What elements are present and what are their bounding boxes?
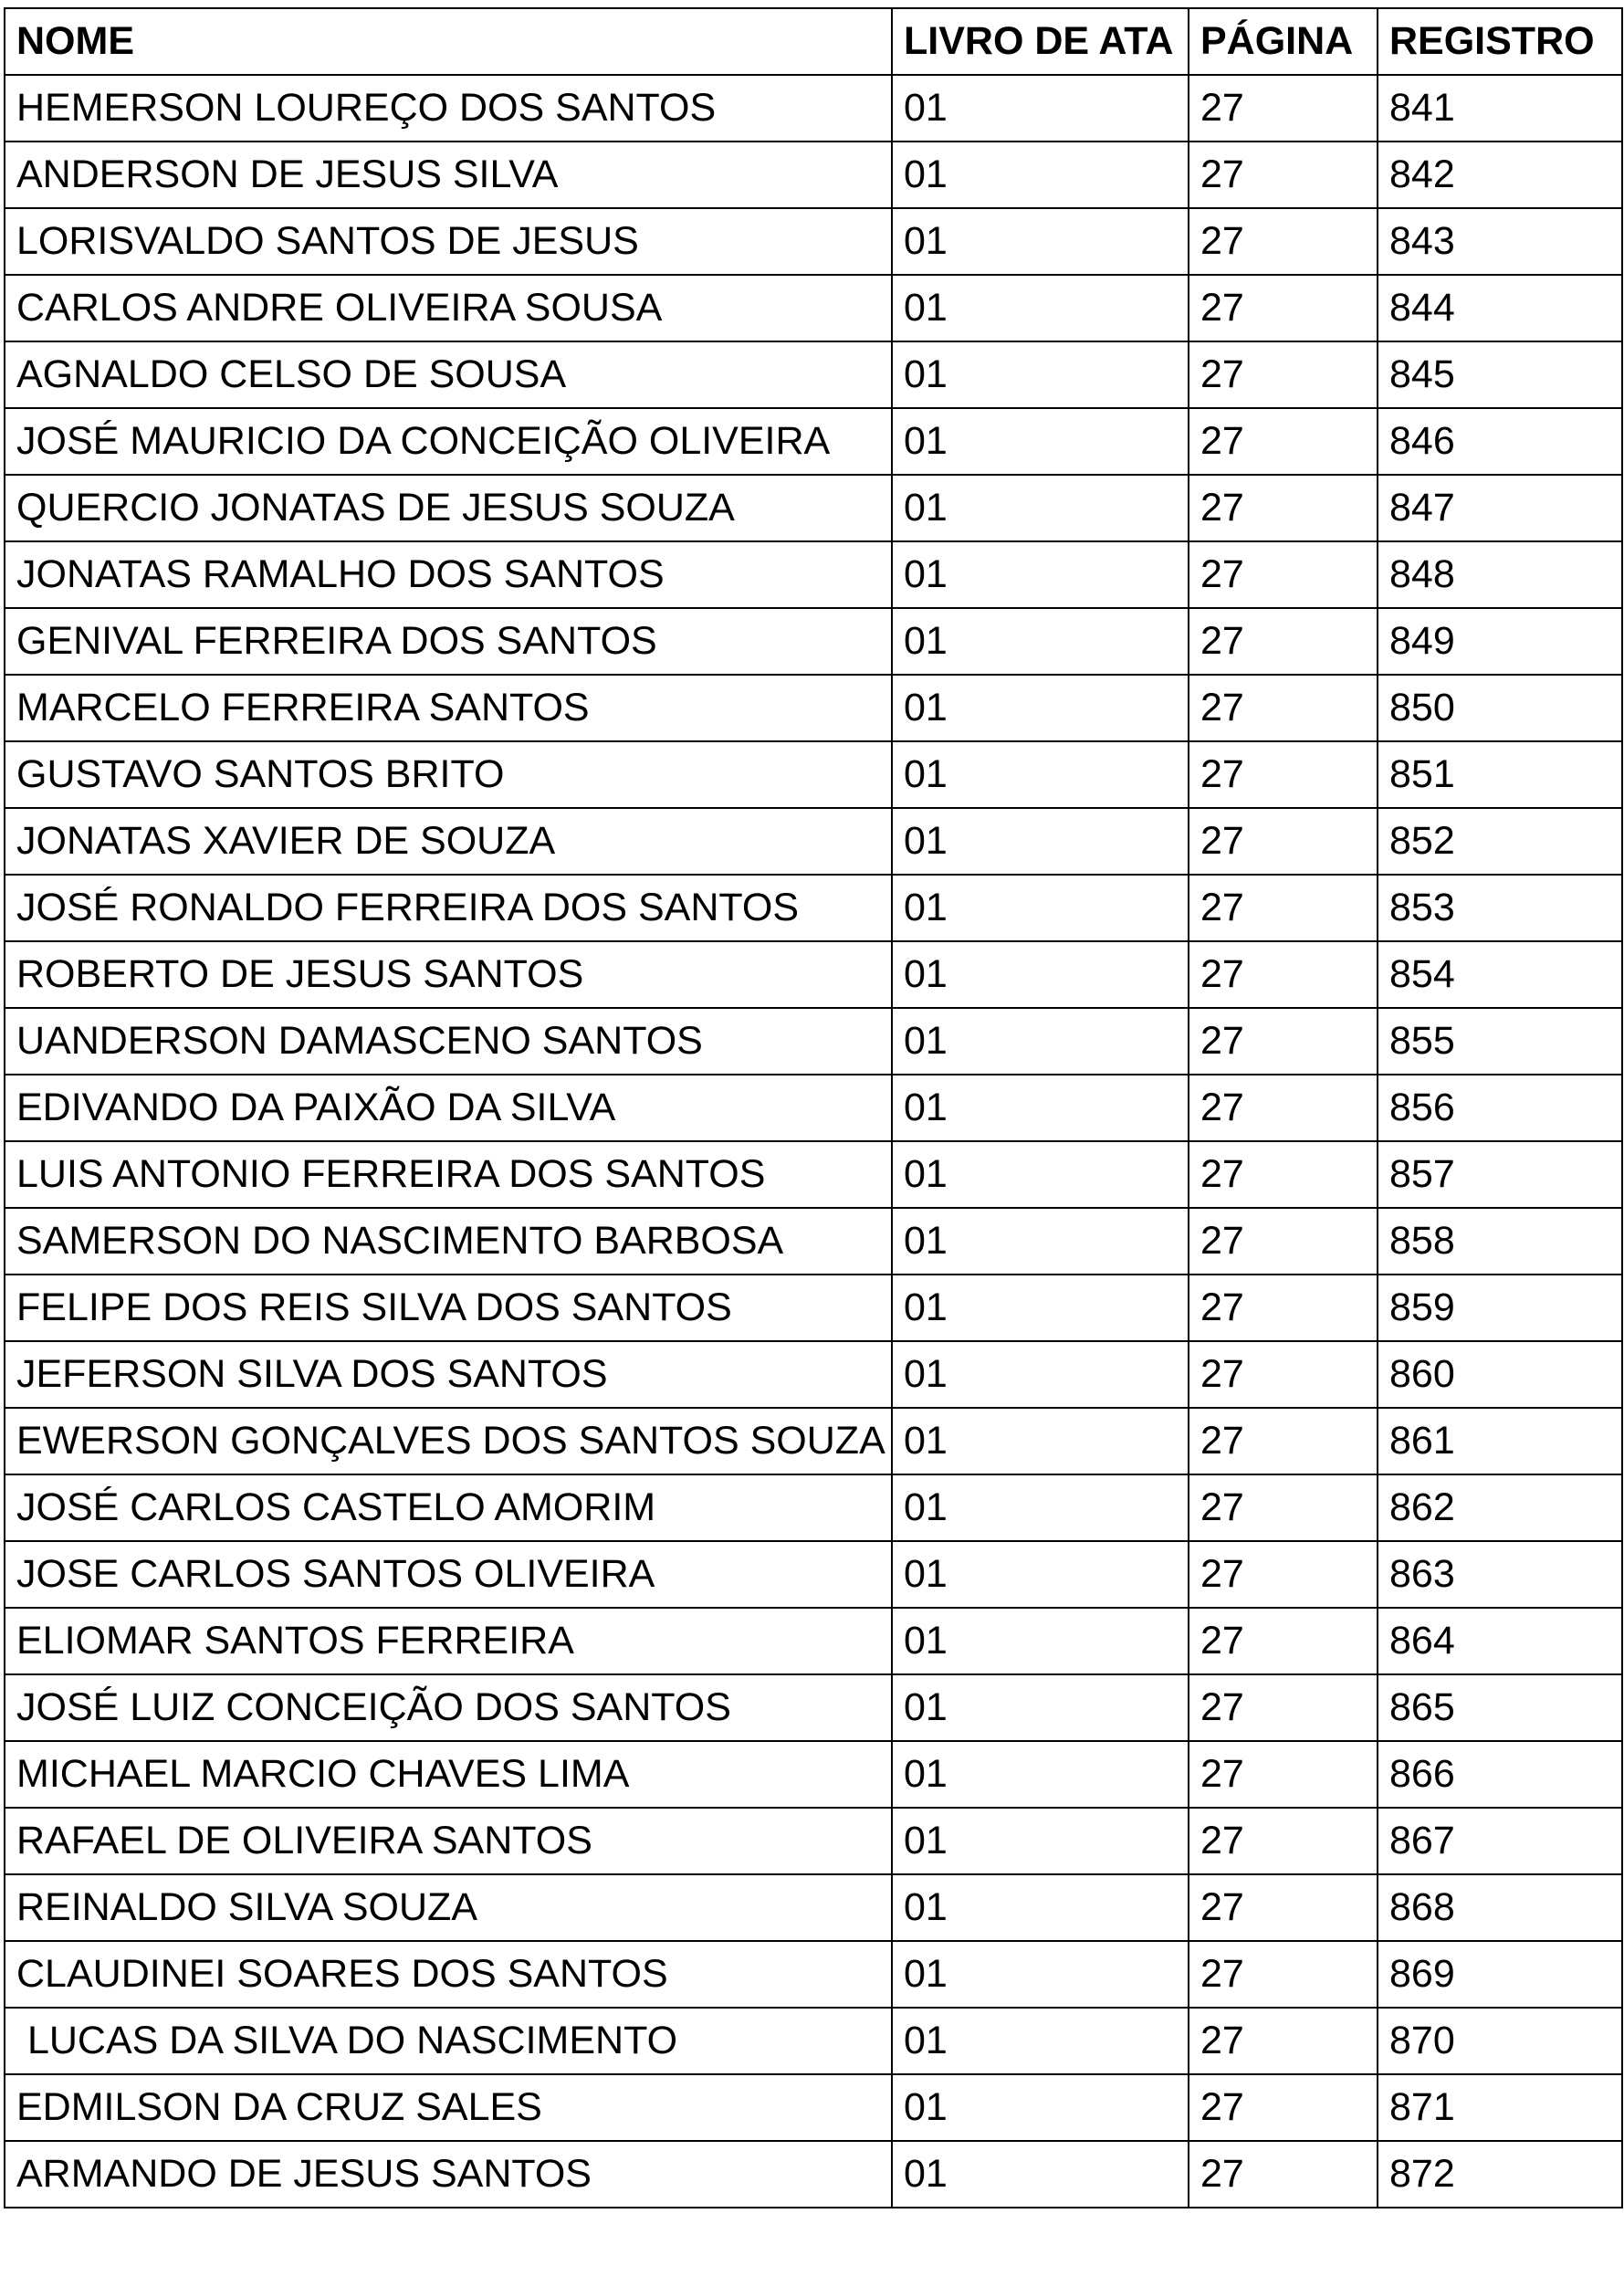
table-row bbox=[5, 875, 1622, 941]
cell-page: 27 bbox=[1189, 475, 1378, 541]
cell-name: QUERCIO JONATAS DE JESUS SOUZA bbox=[5, 475, 892, 541]
cell-page: 27 bbox=[1189, 875, 1378, 941]
cell-book: 01 bbox=[892, 2008, 1189, 2074]
table-row bbox=[5, 1075, 1622, 1141]
cell-book: 01 bbox=[892, 1674, 1189, 1741]
cell-registry: 843 bbox=[1378, 208, 1622, 275]
cell-book: 01 bbox=[892, 2141, 1189, 2208]
cell-book: 01 bbox=[892, 1075, 1189, 1141]
cell-page: 27 bbox=[1189, 1275, 1378, 1341]
cell-page: 27 bbox=[1189, 941, 1378, 1008]
cell-name: REINALDO SILVA SOUZA bbox=[5, 1874, 892, 1941]
cell-page: 27 bbox=[1189, 1674, 1378, 1741]
table-row bbox=[5, 75, 1622, 142]
cell-registry: 851 bbox=[1378, 741, 1622, 808]
cell-book: 01 bbox=[892, 475, 1189, 541]
table-row bbox=[5, 1674, 1622, 1741]
cell-book: 01 bbox=[892, 675, 1189, 741]
cell-book: 01 bbox=[892, 75, 1189, 142]
cell-registry: 872 bbox=[1378, 2141, 1622, 2208]
cell-registry: 855 bbox=[1378, 1008, 1622, 1075]
cell-book: 01 bbox=[892, 741, 1189, 808]
cell-page: 27 bbox=[1189, 1741, 1378, 1808]
table-row bbox=[5, 2074, 1622, 2141]
cell-registry: 842 bbox=[1378, 142, 1622, 208]
table-row bbox=[5, 2141, 1622, 2208]
cell-registry: 868 bbox=[1378, 1874, 1622, 1941]
cell-page: 27 bbox=[1189, 808, 1378, 875]
cell-registry: 870 bbox=[1378, 2008, 1622, 2074]
cell-book: 01 bbox=[892, 808, 1189, 875]
header-page: PÁGINA bbox=[1189, 8, 1378, 75]
cell-page: 27 bbox=[1189, 341, 1378, 408]
table-row bbox=[5, 275, 1622, 341]
cell-book: 01 bbox=[892, 208, 1189, 275]
cell-name: JOSÉ MAURICIO DA CONCEIÇÃO OLIVEIRA bbox=[5, 408, 892, 475]
cell-registry: 863 bbox=[1378, 1541, 1622, 1608]
cell-page: 27 bbox=[1189, 1474, 1378, 1541]
cell-registry: 846 bbox=[1378, 408, 1622, 475]
table-row bbox=[5, 1741, 1622, 1808]
cell-registry: 861 bbox=[1378, 1408, 1622, 1474]
cell-page: 27 bbox=[1189, 741, 1378, 808]
cell-registry: 864 bbox=[1378, 1608, 1622, 1674]
cell-page: 27 bbox=[1189, 1541, 1378, 1608]
table-row bbox=[5, 1275, 1622, 1341]
cell-book: 01 bbox=[892, 341, 1189, 408]
table-row bbox=[5, 475, 1622, 541]
table-row bbox=[5, 1141, 1622, 1208]
cell-name: GUSTAVO SANTOS BRITO bbox=[5, 741, 892, 808]
cell-book: 01 bbox=[892, 142, 1189, 208]
cell-page: 27 bbox=[1189, 1008, 1378, 1075]
cell-book: 01 bbox=[892, 1874, 1189, 1941]
cell-registry: 858 bbox=[1378, 1208, 1622, 1275]
cell-book: 01 bbox=[892, 2074, 1189, 2141]
cell-registry: 869 bbox=[1378, 1941, 1622, 2008]
cell-registry: 856 bbox=[1378, 1075, 1622, 1141]
table-header bbox=[5, 8, 1622, 75]
cell-name: JONATAS RAMALHO DOS SANTOS bbox=[5, 541, 892, 608]
table-row bbox=[5, 941, 1622, 1008]
cell-page: 27 bbox=[1189, 541, 1378, 608]
header-book: LIVRO DE ATA bbox=[892, 8, 1189, 75]
cell-page: 27 bbox=[1189, 675, 1378, 741]
table-row bbox=[5, 341, 1622, 408]
cell-book: 01 bbox=[892, 1408, 1189, 1474]
cell-name: CARLOS ANDRE OLIVEIRA SOUSA bbox=[5, 275, 892, 341]
table-row bbox=[5, 1874, 1622, 1941]
cell-name: UANDERSON DAMASCENO SANTOS bbox=[5, 1008, 892, 1075]
cell-name: RAFAEL DE OLIVEIRA SANTOS bbox=[5, 1808, 892, 1874]
cell-name: EDMILSON DA CRUZ SALES bbox=[5, 2074, 892, 2141]
cell-name: ELIOMAR SANTOS FERREIRA bbox=[5, 1608, 892, 1674]
cell-name: HEMERSON LOUREÇO DOS SANTOS bbox=[5, 75, 892, 142]
cell-registry: 860 bbox=[1378, 1341, 1622, 1408]
table-row bbox=[5, 741, 1622, 808]
table-row bbox=[5, 608, 1622, 675]
table-row bbox=[5, 1008, 1622, 1075]
cell-page: 27 bbox=[1189, 408, 1378, 475]
table-row bbox=[5, 1474, 1622, 1541]
table-body bbox=[5, 75, 1622, 2208]
cell-registry: 859 bbox=[1378, 1275, 1622, 1341]
table-row bbox=[5, 1541, 1622, 1608]
cell-name: JOSÉ CARLOS CASTELO AMORIM bbox=[5, 1474, 892, 1541]
cell-registry: 857 bbox=[1378, 1141, 1622, 1208]
cell-name: JOSE CARLOS SANTOS OLIVEIRA bbox=[5, 1541, 892, 1608]
cell-name: GENIVAL FERREIRA DOS SANTOS bbox=[5, 608, 892, 675]
header-row bbox=[5, 8, 1622, 75]
table-row bbox=[5, 1608, 1622, 1674]
table-row bbox=[5, 1941, 1622, 2008]
cell-page: 27 bbox=[1189, 1808, 1378, 1874]
cell-page: 27 bbox=[1189, 608, 1378, 675]
cell-page: 27 bbox=[1189, 1341, 1378, 1408]
registry-table bbox=[4, 7, 1623, 2208]
cell-name: MICHAEL MARCIO CHAVES LIMA bbox=[5, 1741, 892, 1808]
cell-book: 01 bbox=[892, 1008, 1189, 1075]
header-registry: REGISTRO bbox=[1378, 8, 1622, 75]
cell-name: CLAUDINEI SOARES DOS SANTOS bbox=[5, 1941, 892, 2008]
cell-book: 01 bbox=[892, 1741, 1189, 1808]
cell-book: 01 bbox=[892, 408, 1189, 475]
table-row bbox=[5, 1408, 1622, 1474]
cell-registry: 866 bbox=[1378, 1741, 1622, 1808]
table-row bbox=[5, 2008, 1622, 2074]
document-page bbox=[4, 7, 1621, 2208]
cell-page: 27 bbox=[1189, 1941, 1378, 2008]
cell-name: EWERSON GONÇALVES DOS SANTOS SOUZA bbox=[5, 1408, 892, 1474]
cell-registry: 850 bbox=[1378, 675, 1622, 741]
cell-registry: 852 bbox=[1378, 808, 1622, 875]
cell-registry: 844 bbox=[1378, 275, 1622, 341]
cell-page: 27 bbox=[1189, 75, 1378, 142]
cell-page: 27 bbox=[1189, 2074, 1378, 2141]
cell-page: 27 bbox=[1189, 142, 1378, 208]
cell-name: EDIVANDO DA PAIXÃO DA SILVA bbox=[5, 1075, 892, 1141]
cell-book: 01 bbox=[892, 541, 1189, 608]
cell-name: LUIS ANTONIO FERREIRA DOS SANTOS bbox=[5, 1141, 892, 1208]
cell-name: JOSÉ RONALDO FERREIRA DOS SANTOS bbox=[5, 875, 892, 941]
cell-book: 01 bbox=[892, 1808, 1189, 1874]
table-row bbox=[5, 808, 1622, 875]
cell-registry: 854 bbox=[1378, 941, 1622, 1008]
cell-registry: 845 bbox=[1378, 341, 1622, 408]
cell-book: 01 bbox=[892, 275, 1189, 341]
cell-name: FELIPE DOS REIS SILVA DOS SANTOS bbox=[5, 1275, 892, 1341]
cell-page: 27 bbox=[1189, 1075, 1378, 1141]
cell-name: ARMANDO DE JESUS SANTOS bbox=[5, 2141, 892, 2208]
cell-book: 01 bbox=[892, 608, 1189, 675]
cell-book: 01 bbox=[892, 1941, 1189, 2008]
table-row bbox=[5, 208, 1622, 275]
cell-book: 01 bbox=[892, 1541, 1189, 1608]
cell-book: 01 bbox=[892, 875, 1189, 941]
cell-book: 01 bbox=[892, 1275, 1189, 1341]
cell-book: 01 bbox=[892, 1141, 1189, 1208]
cell-page: 27 bbox=[1189, 1141, 1378, 1208]
cell-registry: 867 bbox=[1378, 1808, 1622, 1874]
cell-page: 27 bbox=[1189, 208, 1378, 275]
table-row bbox=[5, 541, 1622, 608]
cell-page: 27 bbox=[1189, 1208, 1378, 1275]
cell-name: ROBERTO DE JESUS SANTOS bbox=[5, 941, 892, 1008]
cell-book: 01 bbox=[892, 1208, 1189, 1275]
cell-registry: 862 bbox=[1378, 1474, 1622, 1541]
cell-registry: 865 bbox=[1378, 1674, 1622, 1741]
cell-registry: 848 bbox=[1378, 541, 1622, 608]
cell-book: 01 bbox=[892, 1341, 1189, 1408]
cell-registry: 853 bbox=[1378, 875, 1622, 941]
cell-page: 27 bbox=[1189, 2141, 1378, 2208]
cell-name: LORISVALDO SANTOS DE JESUS bbox=[5, 208, 892, 275]
table-row bbox=[5, 408, 1622, 475]
header-name: NOME bbox=[5, 8, 892, 75]
cell-name: JONATAS XAVIER DE SOUZA bbox=[5, 808, 892, 875]
cell-page: 27 bbox=[1189, 2008, 1378, 2074]
cell-name: AGNALDO CELSO DE SOUSA bbox=[5, 341, 892, 408]
cell-name: SAMERSON DO NASCIMENTO BARBOSA bbox=[5, 1208, 892, 1275]
cell-name: ANDERSON DE JESUS SILVA bbox=[5, 142, 892, 208]
cell-name: JOSÉ LUIZ CONCEIÇÃO DOS SANTOS bbox=[5, 1674, 892, 1741]
cell-registry: 847 bbox=[1378, 475, 1622, 541]
cell-name: MARCELO FERREIRA SANTOS bbox=[5, 675, 892, 741]
table-row bbox=[5, 1808, 1622, 1874]
cell-page: 27 bbox=[1189, 1874, 1378, 1941]
cell-name: JEFERSON SILVA DOS SANTOS bbox=[5, 1341, 892, 1408]
cell-registry: 849 bbox=[1378, 608, 1622, 675]
cell-registry: 871 bbox=[1378, 2074, 1622, 2141]
table-row bbox=[5, 1341, 1622, 1408]
cell-book: 01 bbox=[892, 1608, 1189, 1674]
table-row bbox=[5, 142, 1622, 208]
table-row bbox=[5, 675, 1622, 741]
cell-page: 27 bbox=[1189, 275, 1378, 341]
cell-book: 01 bbox=[892, 1474, 1189, 1541]
table-row bbox=[5, 1208, 1622, 1275]
cell-book: 01 bbox=[892, 941, 1189, 1008]
cell-registry: 841 bbox=[1378, 75, 1622, 142]
cell-page: 27 bbox=[1189, 1408, 1378, 1474]
cell-page: 27 bbox=[1189, 1608, 1378, 1674]
cell-name: LUCAS DA SILVA DO NASCIMENTO bbox=[5, 2008, 892, 2074]
